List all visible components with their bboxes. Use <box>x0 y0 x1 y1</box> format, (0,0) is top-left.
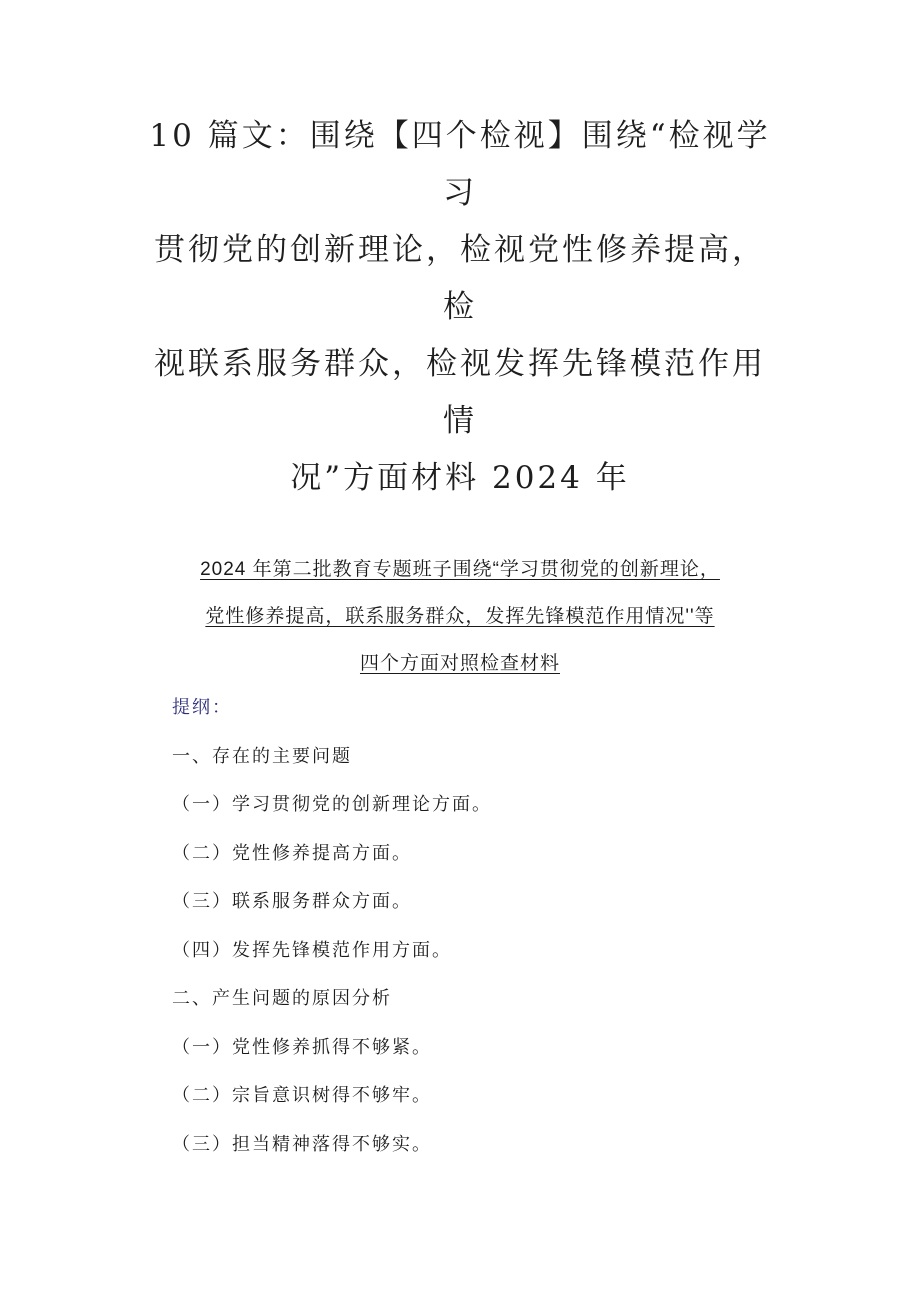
subtitle-line: 四个方面对照检查材料 <box>359 653 560 674</box>
outline-item: （三）联系服务群众方面。 <box>172 891 412 912</box>
outline-heading: 二、产生问题的原因分析 <box>172 988 392 1009</box>
subtitle-line: 2024 年第二批教育专题班子围绕“学习贯彻党的创新理论， <box>200 559 720 580</box>
title-line: 10 篇文：围绕【四个检视】围绕“检视学习 <box>149 118 771 211</box>
outline-item: （一）党性修养抓得不够紧。 <box>172 1036 432 1058</box>
document-title <box>140 108 780 507</box>
title-line: 况”方面材料 2024 年 <box>290 460 630 496</box>
title-line: 视联系服务群众，检视发挥先锋模范作用情 <box>154 346 766 439</box>
outline-heading: 一、存在的主要问题 <box>172 745 352 767</box>
outline-item: （二）党性修养提高方面。 <box>172 842 412 864</box>
outline-item: （四）发挥先锋模范作用方面。 <box>172 939 452 961</box>
title-line: 贯彻党的创新理论，检视党性修养提高，检 <box>154 232 766 325</box>
outline-section <box>172 688 772 1173</box>
outline-label: 提纲： <box>172 697 232 718</box>
outline-item: （三）担当精神落得不够实。 <box>172 1133 432 1155</box>
outline-item: （二）宗旨意识树得不够牢。 <box>172 1085 432 1106</box>
document-subtitle <box>150 546 770 687</box>
outline-item: （一）学习贯彻党的创新理论方面。 <box>172 794 492 815</box>
subtitle-line: 党性修养提高，联系服务群众，发挥先锋模范作用情况''等 <box>205 606 715 627</box>
